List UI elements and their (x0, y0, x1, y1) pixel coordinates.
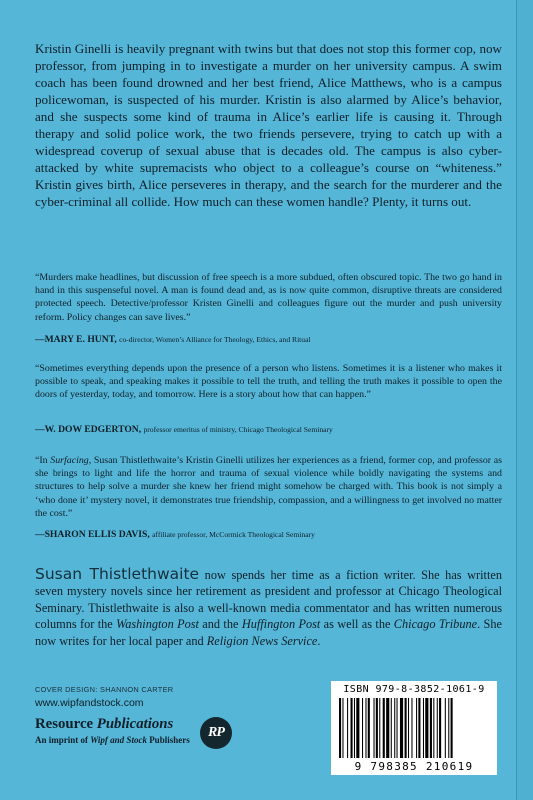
barcode-bar (347, 698, 348, 758)
endorser-role-1: co-director, Women’s Alliance for Theology, Ethics, and Ritual (119, 335, 311, 344)
ean-digits: 9 798385 210619 (354, 760, 474, 773)
barcode-bar (365, 698, 366, 758)
endorser-name-2: —W. DOW EDGERTON, (35, 424, 142, 435)
barcode-bar (339, 698, 341, 758)
barcode-bar (376, 698, 378, 758)
book-title: Surfacing (50, 455, 89, 466)
barcode-bar (383, 698, 385, 758)
barcode-bar (342, 698, 343, 758)
credits (35, 685, 173, 709)
barcode-bar (374, 698, 375, 758)
barcode-bar (400, 698, 403, 758)
cover-design-credit: COVER DESIGN: SHANNON CARTER (35, 685, 174, 694)
barcode-bar (391, 698, 392, 758)
barcode-bar (351, 698, 353, 758)
endorsement-attribution-2 (35, 424, 502, 436)
author-name: Susan Thistlethwaite (35, 565, 200, 583)
barcode-bar (379, 698, 380, 758)
barcode-bar (423, 698, 424, 758)
endorser-role-3: affiliate professor, McCormick Theological Seminary (152, 530, 315, 539)
endorsement-attribution-1 (35, 334, 502, 346)
publisher-website: www.wipfandstock.com (35, 697, 144, 709)
endorsement-quote-3: “In Surfacing, Susan Thistlethwaite’s Kristin Ginelli utilizes her experiences as a friend, former cop, and professor as she brings to light and life the horror and trauma of sexual violence while boldly navigating the systems and structures to help solve a murder she knew her friend might somehow be charged with. This book is not simply a ‘who done it’ mystery novel, it demonstrates true friendship, compassion, and a willingness to get involved no matter the cost.” (35, 455, 503, 519)
barcode-bar (416, 698, 417, 758)
author-bio: Susan Thistlethwaite now spends her time as a fiction writer. She has written seven mystery novels since her retirement as president and professor at Chicago Theological Seminary. Thistlethwaite is also a well-known media commentator and has written numerous columns for the Washington Post and the Huffington Post as well as the Chicago Tribune. She now writes for her local paper and Religion News Service. (35, 565, 502, 648)
spine-edge (516, 0, 533, 800)
isbn-barcode (331, 681, 497, 775)
publisher-logo-icon: RP (200, 717, 232, 749)
barcode-bar (368, 698, 370, 758)
publisher-name: Resource Publications (35, 716, 174, 732)
book-blurb: Kristin Ginelli is heavily pregnant with twins but that does not stop this former cop, now professor, from jumping in to investigate a murder on her university campus. A swim coach has been found drowned and her best friend, Alice Matthews, who is a campus policewoman, is suspected of his murder. Kristin is also alarmed by Alice’s behavior, and she suspects some kind of trauma in Alice’s earlier life is causing it. Through therapy and solid police work, the two friends persevere, trying to catch up with a widespread coverup of sexual abuse that is decades old. The campus is also cyber-attacked by white supremacists who object to a colleague’s course on “whiteness.” Kristin gives birth, Alice perseveres in therapy, and the search for the murderer and the cyber-criminal all collide. How much can these women handle? Plenty, it turns out. (35, 41, 502, 209)
barcode-bar (425, 698, 428, 758)
barcode-bar (362, 698, 363, 758)
barcode-bar (448, 698, 449, 758)
barcode-bar (451, 698, 453, 758)
endorser-name-3: —SHARON ELLIS DAVIS, (35, 529, 150, 540)
endorsement-quote-1: “Murders make headlines, but discussion of free speech is a more subdued, often obscured topic. The two go hand in hand in this suspenseful novel. A man is found dead and, as is now quite common, disruptive threats are considered protected speech. Detective/professor Kristen Ginelli and colleagues figure out the murder and push university reform. Policy changes can save lives.” (35, 272, 502, 323)
endorser-role-2: professor emeritus of ministry, Chicago Theological Seminary (143, 425, 333, 434)
barcode-bar (430, 698, 432, 758)
barcode-bar (356, 698, 359, 758)
endorser-name-1: —MARY E. HUNT, (35, 334, 117, 345)
barcode-bar (445, 698, 446, 758)
barcode-bar (439, 698, 441, 758)
endorsement-attribution-3 (35, 529, 502, 541)
barcode-bar (394, 698, 395, 758)
barcode-bar (433, 698, 434, 758)
barcode-bar (411, 698, 412, 758)
barcode-bar (405, 698, 407, 758)
barcode-bar (437, 698, 438, 758)
barcode-bars-icon (339, 698, 489, 760)
publisher-imprint: An imprint of Wipf and Stock Publishers (35, 735, 190, 745)
endorsement-quote-2: “Sometimes everything depends upon the presence of a person who listens. Sometimes it is a listener who makes it possible to speak, and speaking makes it possible to tell the truth, and telling the truth makes it possible to open the doors of yesterday, today, and tomorrow. Here is a story about how that can happen.” (35, 363, 502, 401)
barcode-bar (397, 698, 398, 758)
barcode-bar (408, 698, 409, 758)
barcode-bar (386, 698, 389, 758)
barcode-bar (418, 698, 420, 758)
barcode-bar (354, 698, 355, 758)
isbn-label: ISBN 979-8-3852-1061-9 (343, 684, 485, 695)
